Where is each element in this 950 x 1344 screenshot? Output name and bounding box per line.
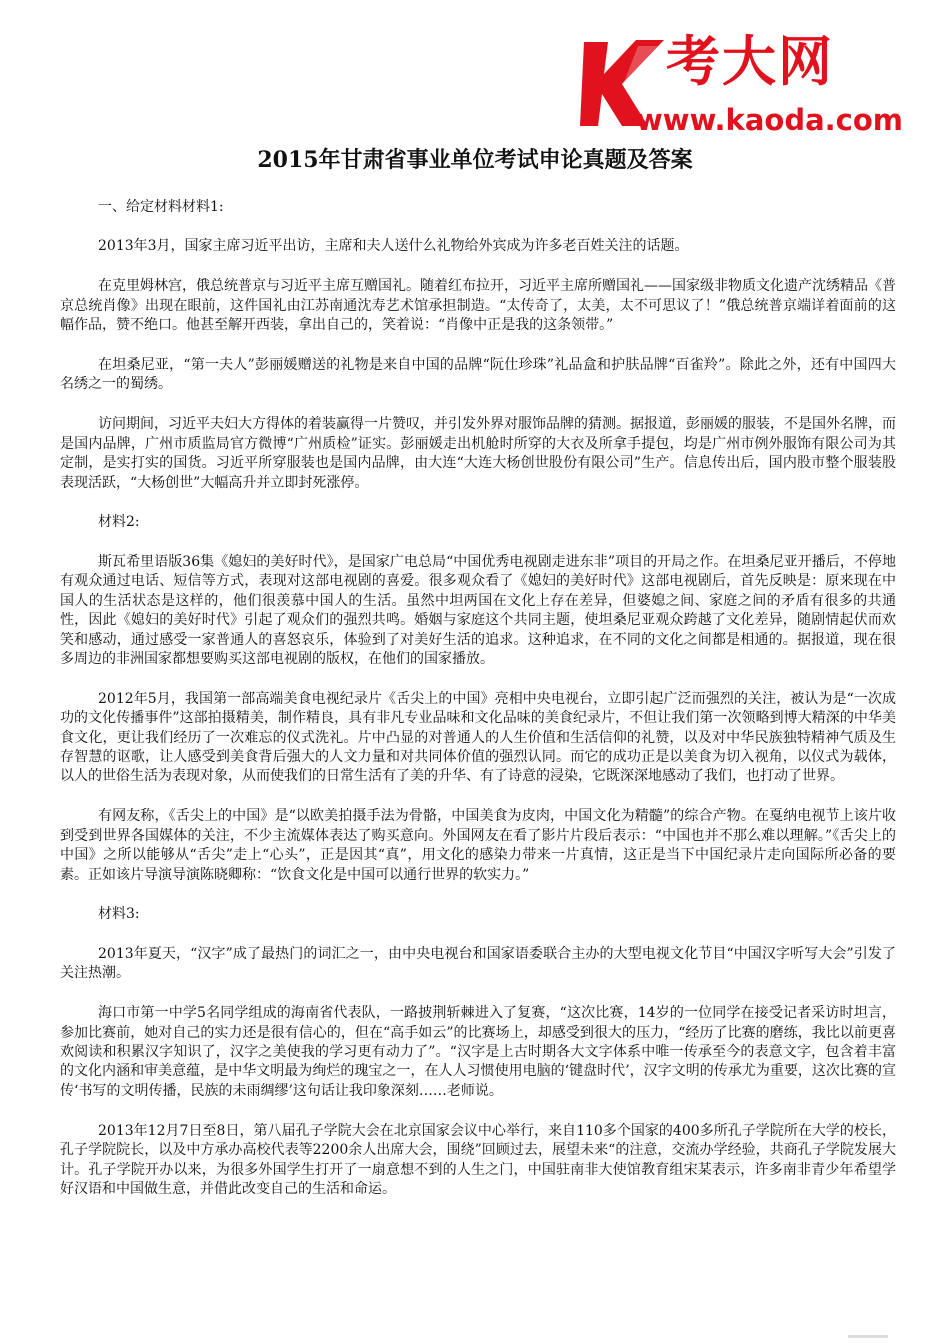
footer-mark bbox=[848, 1335, 888, 1338]
paragraph: 2012年5月，我国第一部高端美食电视纪录片《舌尖上的中国》亮相中央电视台，立即引起广泛而强烈的关注，被认为是“一次成功的文化传播事件”这部拍摄精美，制作精良，具有非凡专业品味和文化品味的美食纪录片，不但让我们第一次领略到博大精深的中华美食文化，更让我们经历了一次难忘的仪式洗礼。片中凸显的对普通人的人生价值和生活信仰的礼赞，以及对中华民族独特精神气质及生存智慧的讴歌，让人感受到美食背后强大的人文力量和对共同体价值的强烈认同。而它的成功正是以美食为切入视角，以仪式为载体，以人的世俗生活为表现对象，从而使我们的日常生活有了美的升华、有了诗意的浸染，它既深深地感动了我们，也打动了世界。 bbox=[60, 690, 896, 785]
section-heading-material-2: 材料2: bbox=[98, 514, 140, 531]
document-body bbox=[60, 198, 896, 1220]
paragraph: 在坦桑尼亚，“第一夫人”彭丽媛赠送的礼物是来自中国的品牌“阮仕珍珠”礼品盒和护肤品牌“百雀羚”。除此之外，还有中国四大名绣之一的蜀绣。 bbox=[60, 357, 896, 393]
paragraph: 2013年夏天，“汉字”成了最热门的词汇之一，由中央电视台和国家语委联合主办的大型电视文化节目“中国汉字听写大会”引发了关注热潮。 bbox=[60, 945, 896, 982]
paragraph: 海口市第一中学5名同学组成的海南省代表队，一路披荆斩棘进入了复赛，“这次比赛，14岁的一位同学在接受记者采访时坦言，参加比赛前，她对自己的实力还是很有信心的，但在“高手如云”的比赛场上，却感受到很大的压力，“经历了比赛的磨练，我比以前更喜欢阅读和积累汉字知识了，汉字之美使我的学习更有动力了”。“汉字是上古时期各大文字体系中唯一传承至今的表意文字，包含着丰富的文化内涵和审美意蕴，是中华文明最为绚烂的瑰宝之一，在人人习惯使用电脑的‘键盘时代’，汉字文明的传承尤为重要，这次比赛的宣传‘书写的文明传播，民族的未雨绸缪’这句话让我印象深刻……老师说。 bbox=[60, 1005, 896, 1099]
logo-brand-text: 考大网 bbox=[666, 30, 834, 93]
logo-url-text: www.kaoda.com bbox=[636, 103, 903, 137]
paragraph: 2013年12月7日至8日，第八届孔子学院大会在北京国家会议中心举行，来自110多个国家的400多所孔子学院所在大学的校长，孔子学院院长，以及中方承办高校代表等2200余人出席大会，围绕”回顾过去，展望未来“的注意，交流办学经验，共商孔子学院发展大计。孔子学院开办以来，为很多外国学生打开了一扇意想不到的人生之门，中国驻南非大使馆教育组宋某表示，许多南非青少年希望学好汉语和中国做生意，并借此改变自己的生活和命运。 bbox=[60, 1122, 896, 1197]
paragraph: 2013年3月，国家主席习近平出访，主席和夫人送什么礼物给外宾成为许多老百姓关注的话题。 bbox=[98, 238, 689, 255]
section-heading-material-3: 材料3: bbox=[98, 906, 140, 923]
section-heading-material-1: 一、给定材料材料1: bbox=[98, 199, 224, 215]
paragraph: 有网友称，《舌尖上的中国》是“以欧美拍摄手法为骨骼，中国美食为皮肉，中国文化为精髓”的综合产物。在戛纳电视节上该片收到受到世界各国媒体的关注，不少主流媒体表达了购买意向。外国网友在看了影片片段后表示：“中国也并不那么难以理解。”《舌尖上的中国》之所以能够从“舌尖”走上“心头”，正是因其“真”，用文化的感染力带来一片真情，这正是当下中国纪录片走向国际所必备的要素。正如该片导演导演陈晓卿称：“饮食文化是中国可以通行世界的软实力。” bbox=[60, 808, 896, 883]
kaoda-logo[interactable] bbox=[578, 30, 908, 138]
paragraph: 在克里姆林宫，俄总统普京与习近平主席互赠国礼。随着红布拉开，习近平主席所赠国礼——国家级非物质文化遗产沈绣精品《普京总统肖像》出现在眼前，这件国礼由江苏南通沈寿艺术馆承担制造。“太传奇了，太美，太不可思议了！”俄总统普京端详着面前的这幅作品，赞不绝口。他甚至解开西装，拿出自己的，笑着说：“肖像中正是我的这条领带。” bbox=[60, 278, 896, 334]
paragraph: 斯瓦希里语版36集《媳妇的美好时代》，是国家广电总局“中国优秀电视剧走进东非”项目的开局之作。在坦桑尼亚开播后，不停地有观众通过电话、短信等方式，表现对这部电视剧的喜爱。很多观众看了《媳妇的美好时代》这部电视剧后，首先反映是：原来现在中国人的生活状态是这样的，他们很羡慕中国人的生活。虽然中坦两国在文化上存在差异，但婆媳之间、家庭之间的矛盾有很多的共通性，因此《媳妇的美好时代》引起了观众们的强烈共鸣。婚姻与家庭这个共同主题，使坦桑尼亚观众跨越了文化差异，随剧情起伏而欢笑和感动，通过感受一家普通人的喜怒哀乐，体验到了对美好生活的追求。这种追求，在不同的文化之间都是相通的。据报道，现在很多周边的非洲国家都想要购买这部电视剧的版权，在他们的国家播放。 bbox=[60, 553, 896, 667]
document-title: 2015年甘肃省事业单位考试申论真题及答案 bbox=[257, 147, 693, 173]
paragraph: 访问期间，习近平夫妇大方得体的着装赢得一片赞叹，并引发外界对服饰品牌的猜测。据报道，彭丽媛的服装，不是国外名牌，而是国内品牌，广州市质监局官方微博“广州质检”证实。彭丽媛走出机舱时所穿的大衣及所拿手提包，均是广州市例外服饰有限公司为其定制，是实打实的国货。习近平所穿服装也是国内品牌，由大连“大连大杨创世股份有限公司”生产。信息传出后，国内股市整个服装股表现活跃，“大杨创世”大幅高升并立即封死涨停。 bbox=[60, 416, 896, 491]
